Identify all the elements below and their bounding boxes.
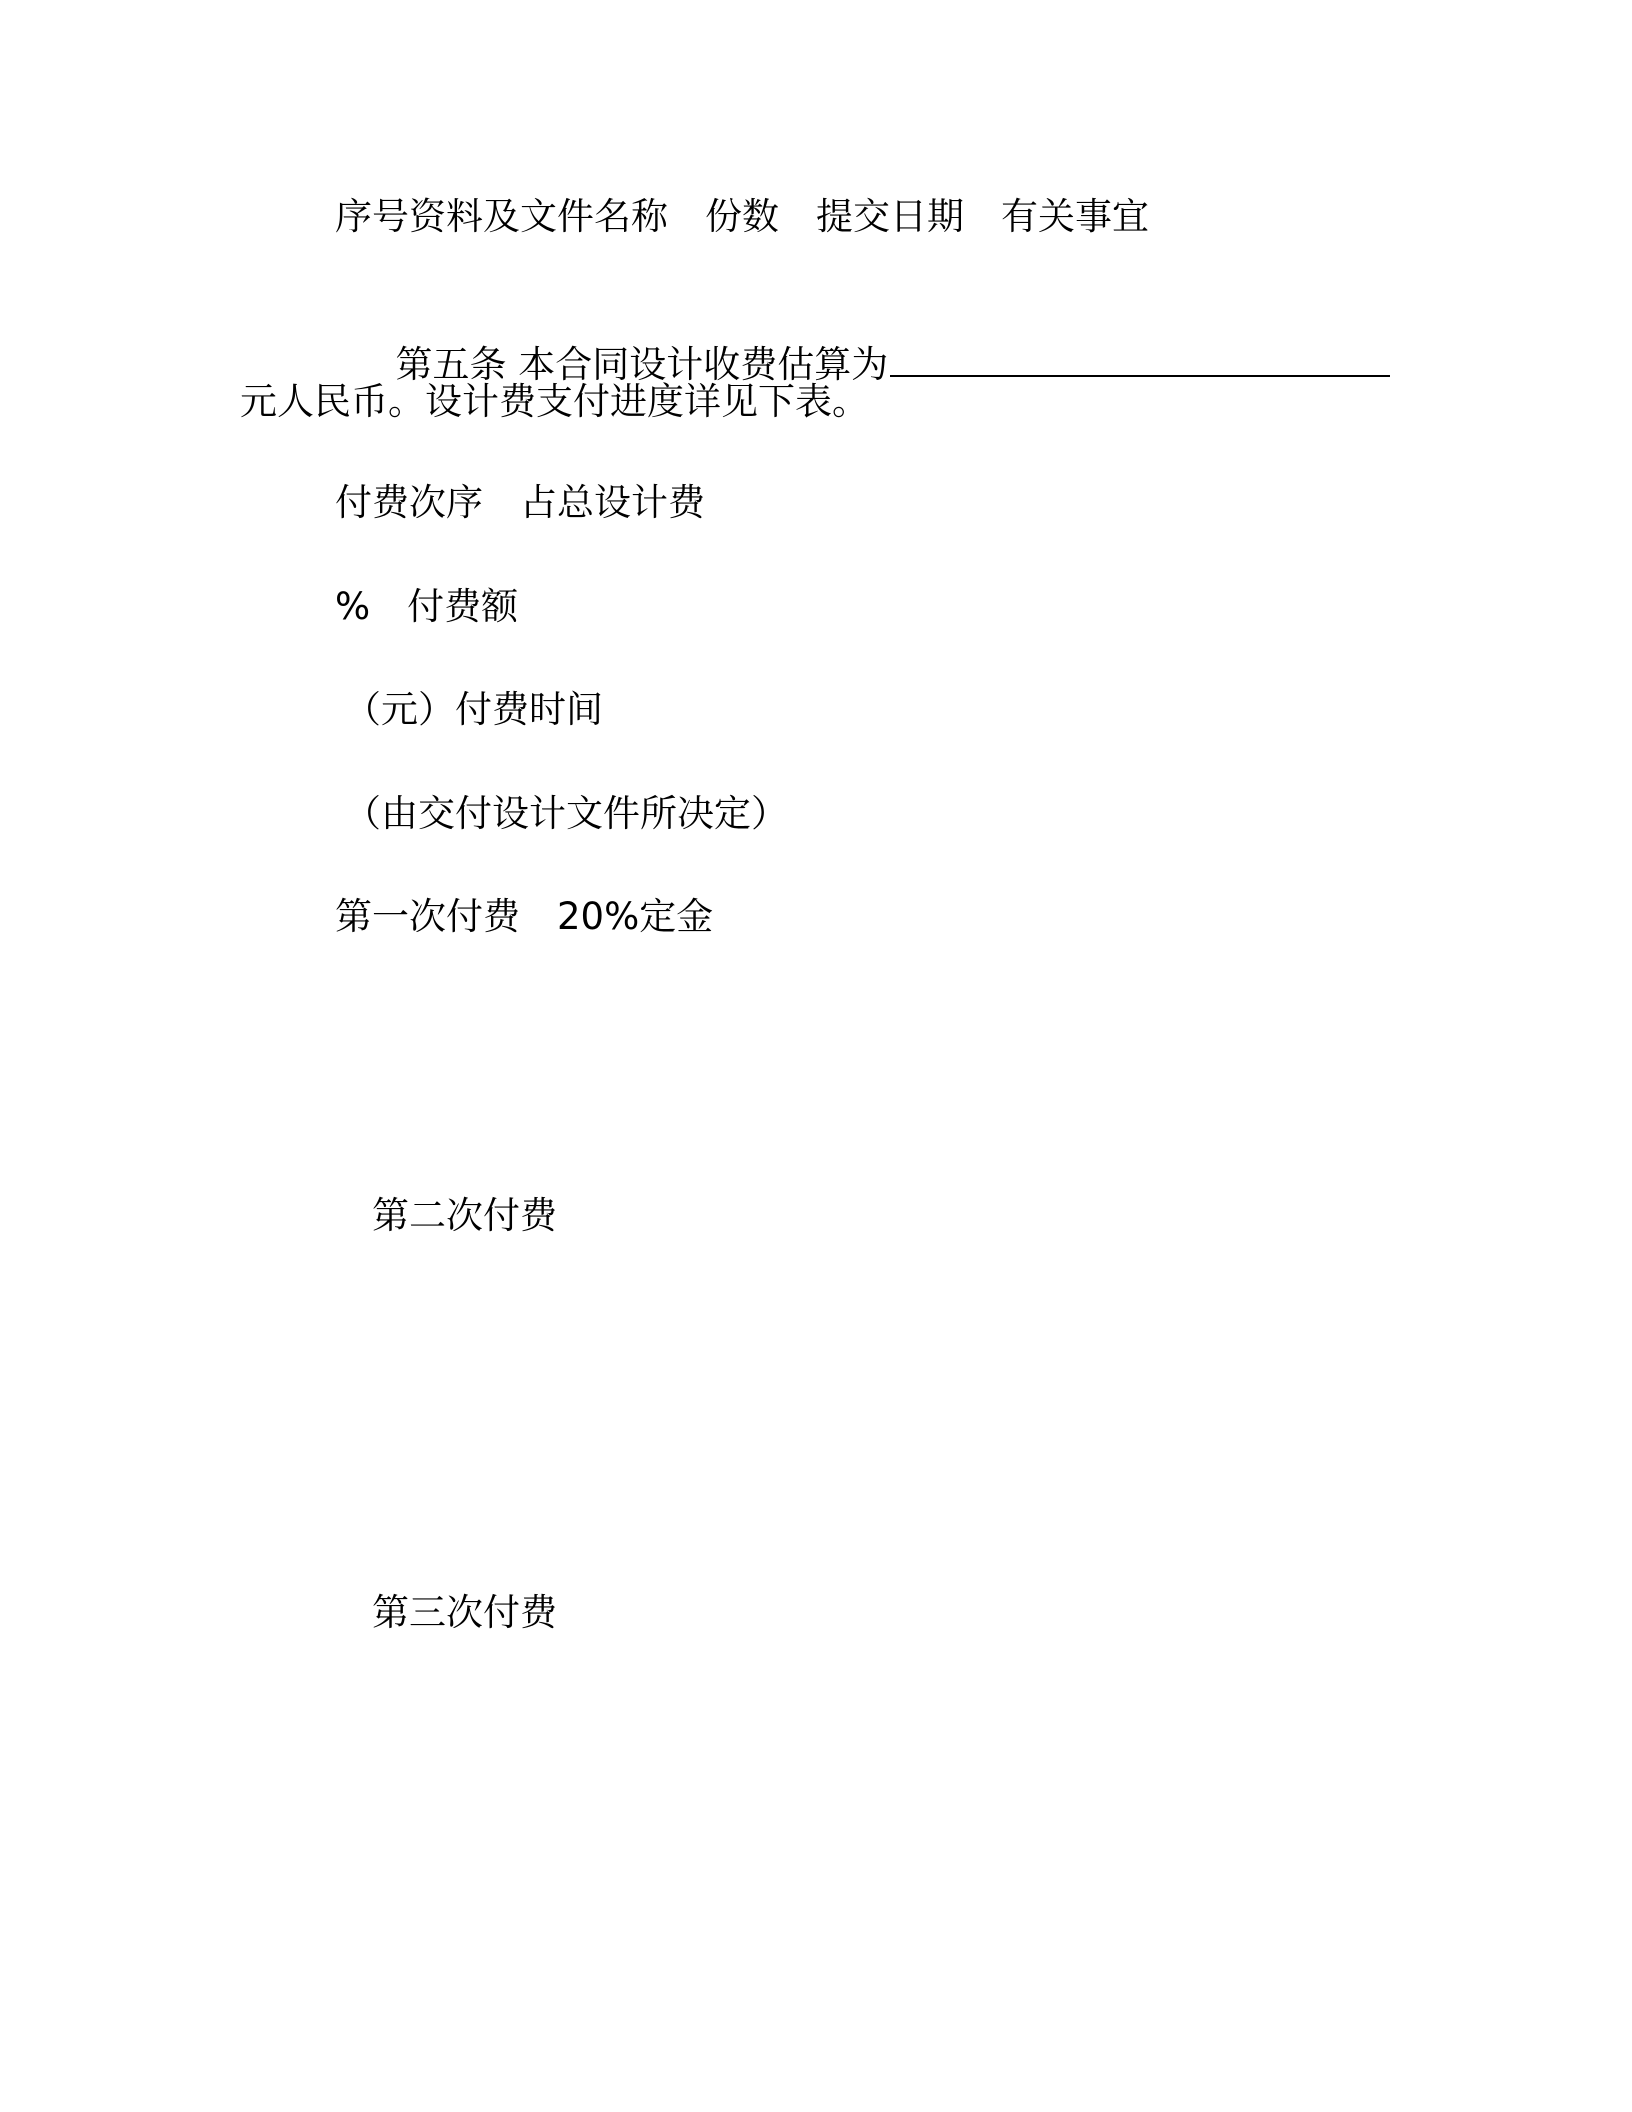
payment-header-time: （元）付费时间 [344, 688, 603, 731]
table-header-materials: 序号资料及文件名称 份数 提交日期 有关事宜 [335, 195, 1149, 238]
article5-line2: 元人民币。设计费支付进度详见下表。 [240, 380, 869, 423]
article5-line1 [372, 308, 1390, 386]
payment-row-first: 第一次付费 20%定金 [335, 895, 714, 938]
fee-amount-blank[interactable] [890, 345, 1390, 377]
payment-header-amount: % 付费额 [335, 585, 519, 628]
payment-row-third: 第三次付费 [372, 1591, 557, 1634]
payment-header-note: （由交付设计文件所决定） [344, 792, 788, 835]
article5-text: 第五条 本合同设计收费估算为 [395, 343, 889, 386]
payment-row-second: 第二次付费 [372, 1194, 557, 1237]
payment-header-order: 付费次序 占总设计费 [335, 481, 705, 524]
